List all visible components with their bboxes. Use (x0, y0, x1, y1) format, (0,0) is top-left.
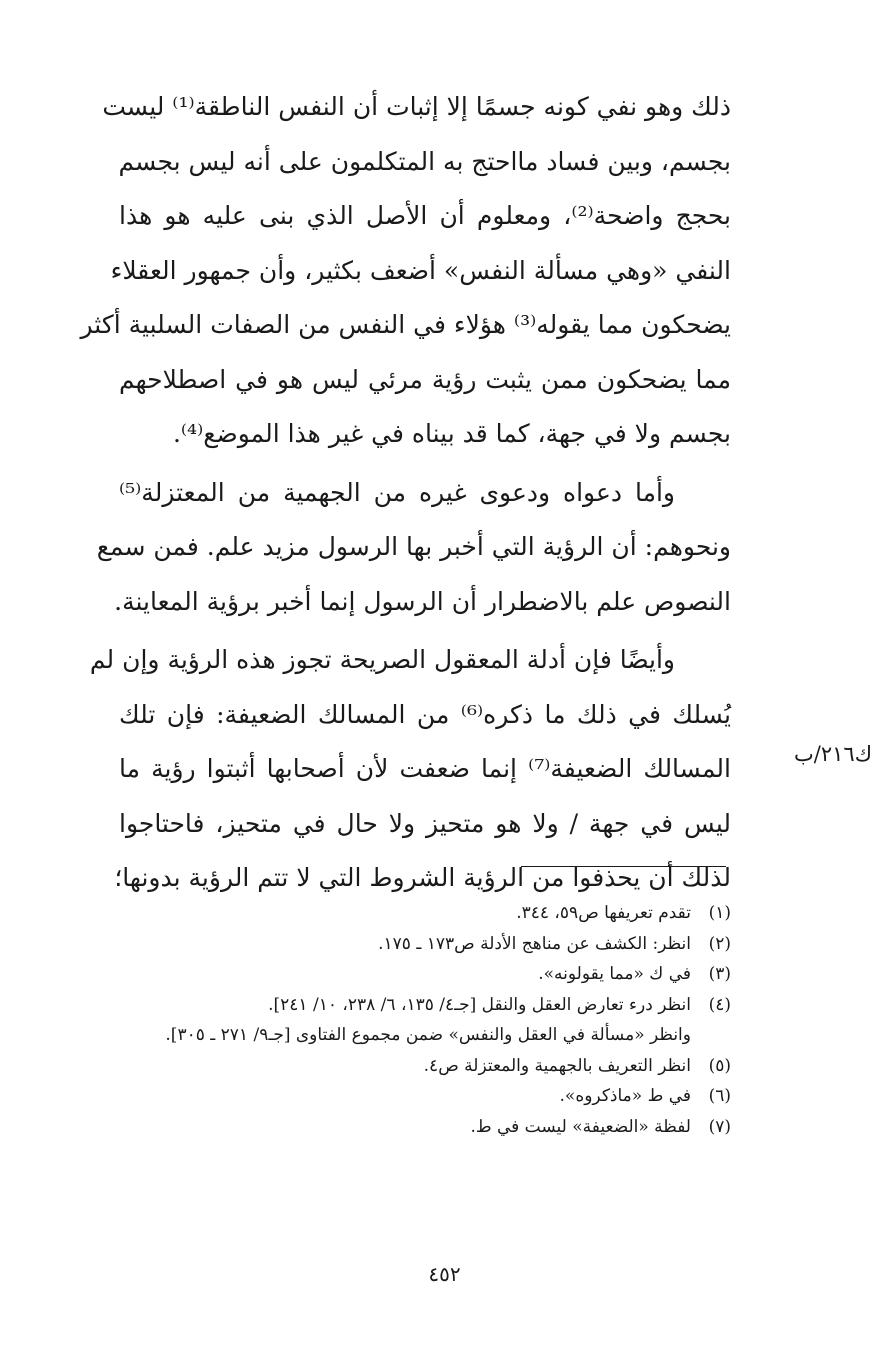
footnote-number: (٦) (708, 1086, 731, 1106)
text-line: المسالك الضعيفة⁽⁷⁾ إنما ضعفت لأن أصحابها أثبتوا رؤية ما (119, 754, 731, 783)
footnote-number: (٧) (708, 1116, 731, 1137)
text-line: ونحوهم: أن الرؤية التي أخبر بها الرسول مزيد علم. فمن سمع (96, 532, 731, 561)
footnote-text: انظر درء تعارض العقل والنقل [جـ٤/ ١٣٥، ٦/ ٢٣٨، ١٠/ ٢٤١]. (268, 994, 691, 1015)
footnote-text: وانظر «مسألة في العقل والنفس» ضمن مجموع الفتاوى [جـ٩/ ٢٧١ ـ ٣٠٥]. (165, 1025, 691, 1045)
footnote-number: (٣) (708, 964, 731, 984)
text-line: بجسم، وبين فساد مااحتج به المتكلمون على أنه ليس بجسم (118, 146, 731, 176)
paragraph-3 (89, 633, 732, 906)
footnote-number: (٤) (708, 994, 731, 1015)
footnote-number (691, 1020, 731, 1051)
footnote-number: (٥) (708, 1055, 731, 1076)
footnote (119, 1051, 731, 1082)
manuscript-folio-note: ك٢١٦/ب (793, 742, 872, 766)
text-line: بجسم ولا في جهة، كما قد بيناه في غير هذا الموضع⁽⁴⁾. (172, 419, 731, 448)
footnote (119, 898, 731, 929)
footnote-continuation (119, 1020, 731, 1051)
footnote (119, 1081, 731, 1112)
paragraph-2 (96, 466, 731, 630)
text-line: بحجج واضحة⁽²⁾، ومعلوم أن الأصل الذي بنى عليه هو هذا (119, 201, 731, 230)
footnote (119, 959, 731, 990)
footnote (119, 990, 731, 1021)
footnote (119, 1112, 731, 1143)
text-line: يضحكون مما يقوله⁽³⁾ هؤلاء في النفس من الصفات السلبية أكثر (80, 310, 731, 339)
footnote-text: انظر: الكشف عن مناهج الأدلة ص١٧٣ ـ ١٧٥. (378, 933, 691, 954)
text-line: يُسلك في ذلك ما ذكره⁽⁶⁾ من المسالك الضعيفة: فإن تلك (119, 699, 732, 729)
footnote-separator (521, 866, 726, 867)
paragraph-1 (80, 80, 731, 462)
text-line: النفي «وهي مسألة النفس» أضعف بكثير، وأن جمهور العقلاء (110, 255, 731, 285)
text-line: ليس في جهة / ولا هو متحيز ولا حال في متحيز، فاحتاجوا (119, 808, 731, 838)
text-line: ذلك وهو نفي كونه جسمًا إلا إثبات أن النفس الناطقة⁽¹⁾ ليست (102, 92, 731, 121)
footnote-number: (١) (708, 903, 731, 923)
footnote-text: لفظة «الضعيفة» ليست في ط. (470, 1116, 691, 1137)
footnote-text: في ط «ماذكروه». (559, 1086, 691, 1106)
footnote (119, 929, 731, 960)
footnote-text: انظر التعريف بالجهمية والمعتزلة ص٤. (423, 1055, 691, 1076)
text-line: وأيضًا فإن أدلة المعقول الصريحة تجوز هذه الرؤية وإن لم (89, 645, 675, 674)
main-text (80, 80, 732, 906)
text-line: وأما دعواه ودعوى غيره من الجهمية من المعتزلة⁽⁵⁾ (119, 477, 675, 507)
footnote-text: تقدم تعريفها ص٥٩، ٣٤٤. (516, 903, 691, 923)
footnotes (119, 898, 731, 1142)
page-number: ٤٥٢ (428, 1262, 461, 1286)
footnote-text: في ك «مما يقولونه». (538, 964, 691, 984)
footnote-number: (٢) (708, 933, 731, 954)
text-line: مما يضحكون ممن يثبت رؤية مرئي ليس هو في اصطلاحهم (119, 364, 731, 394)
text-line: النصوص علم بالاضطرار أن الرسول إنما أخبر برؤية المعاينة. (114, 586, 731, 616)
text-line: لذلك أن يحذفوا من الرؤية الشروط التي لا تتم الرؤية بدونها؛ (114, 863, 731, 892)
